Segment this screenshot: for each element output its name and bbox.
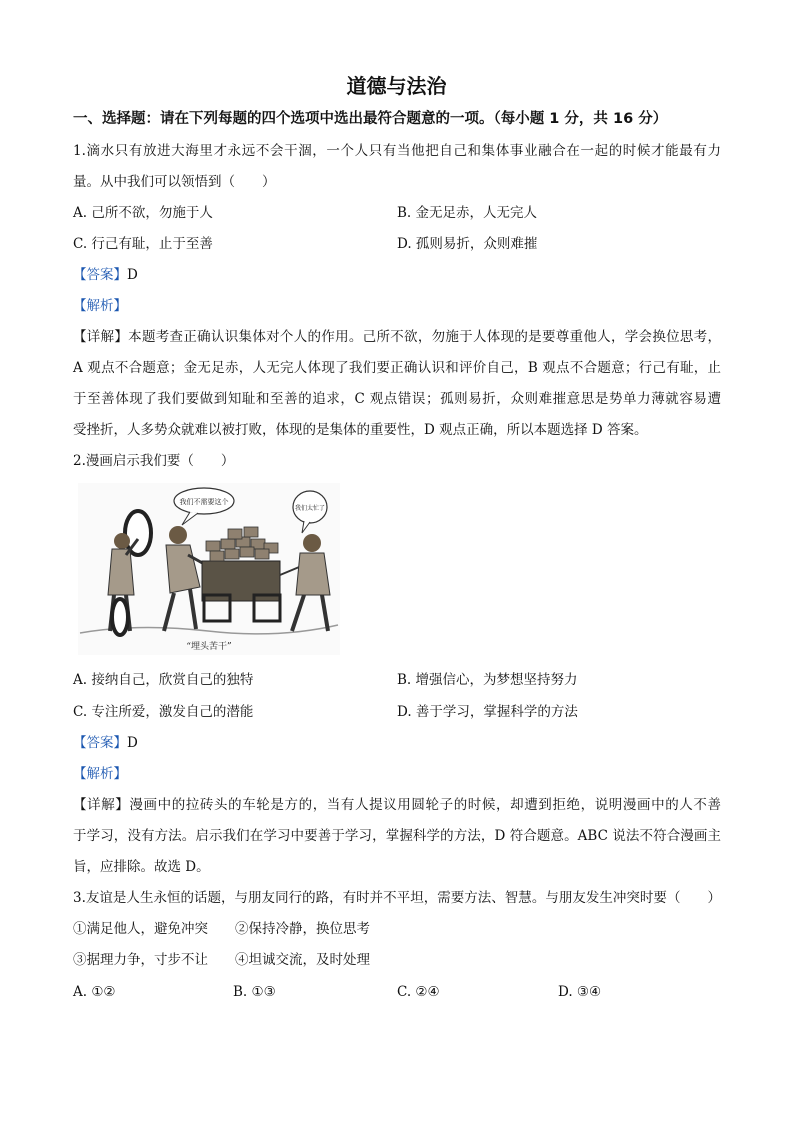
q2-answer-tag: 【答案】 [73, 735, 127, 751]
q2-answer-value: D [127, 735, 138, 751]
cartoon-bubble-right-text: 我们太忙了 [294, 505, 326, 512]
q3-option-c: C. ②④ [397, 984, 440, 1000]
q3-option-b: B. ①③ [233, 984, 276, 1000]
q1-detail-line-3: 于至善体现了我们要做到知耻和至善的追求，C 观点错误；孤则易折，众则难摧意思是势单力薄就容易遭 [73, 391, 721, 407]
q3-option-a: A. ①② [73, 984, 116, 1000]
cartoon-bubble-left-text: 我们不需要这个 [179, 498, 229, 506]
page-title: 道德与法治 [346, 74, 447, 98]
cartoon-caption: “埋头苦干” [186, 642, 232, 652]
q2-option-c: C. 专注所爱，激发自己的潜能 [73, 704, 254, 720]
q1-option-c: C. 行己有耻，止于至善 [73, 236, 213, 252]
q2-detail-line-2: 于学习，没有方法。启示我们在学习中要善于学习，掌握科学的方法，D 符合题意。ABC 说法不符合漫画主 [73, 828, 721, 844]
q2-option-b: B. 增强信心，为梦想坚持努力 [397, 672, 578, 688]
section-heading: 一、选择题：请在下列每题的四个选项中选出最符合题意的一项。（每小题 1 分，共 16 分） [73, 111, 668, 127]
q2-detail-line-3: 旨，应排除。故选 D。 [73, 859, 210, 875]
q2-option-a: A. 接纳自己，欣赏自己的独特 [73, 672, 254, 688]
q1-option-d: D. 孤则易折，众则难摧 [397, 236, 538, 252]
q1-option-a: A. 己所不欲，勿施于人 [73, 205, 213, 221]
q2-analysis-tag: 【解析】 [73, 766, 127, 782]
q1-option-b: B. 金无足赤，人无完人 [397, 205, 538, 221]
q1-stem-line-1: 1.滴水只有放进大海里才永远不会干涸，一个人只有当他把自己和集体事业融合在一起的时候才能最有力 [73, 143, 721, 159]
q1-analysis-tag: 【解析】 [73, 298, 127, 314]
q1-detail-line-4: 受挫折，人多势众就难以被打败，体现的是集体的重要性，D 观点正确，所以本题选择 D 答案。 [73, 422, 648, 438]
q2-cartoon-image [78, 483, 340, 655]
q2-option-d: D. 善于学习，掌握科学的方法 [397, 704, 578, 720]
q1-detail-line-1: 【详解】本题考查正确认识集体对个人的作用。己所不欲，勿施于人体现的是要尊重他人，学会换位思考， [73, 329, 721, 345]
q3-items-line-2: ③据理力争，寸步不让 ④坦诚交流，及时处理 [73, 952, 370, 968]
q3-stem: 3.友谊是人生永恒的话题，与朋友同行的路，有时并不平坦，需要方法、智慧。与朋友发生冲突时要（ ） [73, 890, 721, 906]
q2-answer [73, 733, 138, 753]
q2-detail-line-1: 【详解】漫画中的拉砖头的车轮是方的，当有人提议用圆轮子的时候，却遭到拒绝，说明漫画中的人不善 [73, 797, 721, 813]
q2-stem: 2.漫画启示我们要（ ） [73, 453, 235, 469]
q1-answer-tag: 【答案】 [73, 267, 127, 283]
q1-answer [73, 265, 138, 285]
q1-stem-line-2: 量。从中我们可以领悟到（ ） [73, 174, 276, 190]
q3-option-d: D. ③④ [558, 984, 602, 1000]
q1-detail-line-2: A 观点不合题意；金无足赤，人无完人体现了我们要正确认识和评价自己，B 观点不合题意；行己有耻，止 [73, 360, 721, 376]
q1-answer-value: D [127, 267, 138, 283]
q3-items-line-1: ①满足他人，避免冲突 ②保持冷静，换位思考 [73, 921, 370, 937]
